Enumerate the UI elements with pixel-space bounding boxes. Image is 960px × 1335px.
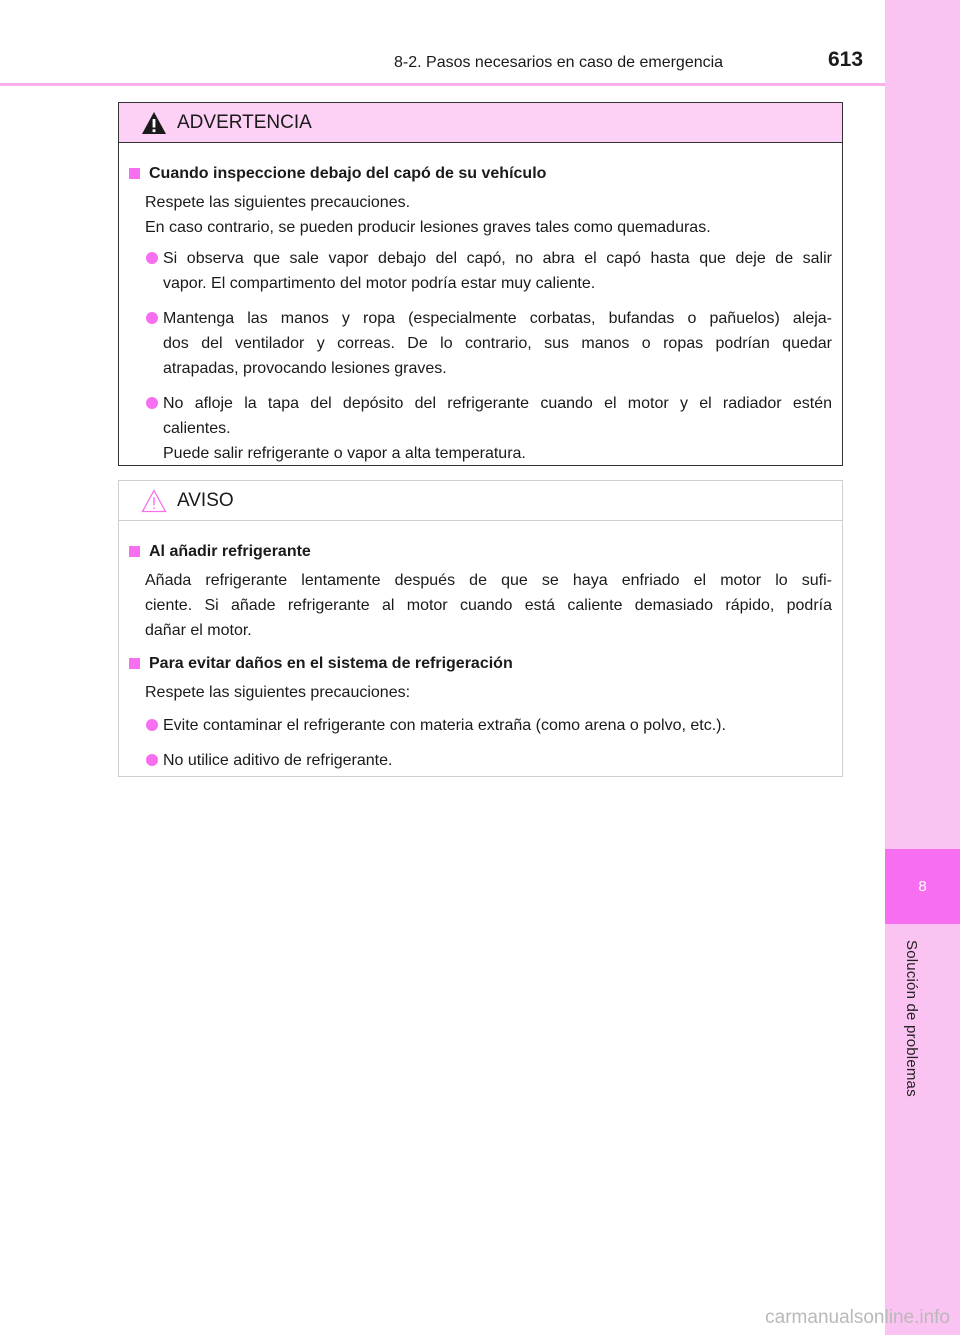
round-bullet-icon	[146, 719, 158, 731]
bullet-line: dos del ventilador y correas. De lo contrario, sus manos o ropas podrían quedar	[163, 335, 832, 352]
round-bullet-icon	[146, 312, 158, 324]
warning-body	[119, 143, 842, 466]
round-bullet-icon	[146, 252, 158, 264]
bullet-line: No utilice aditivo de refrigerante.	[163, 752, 393, 769]
notice-bullet	[127, 748, 832, 773]
paragraph-line: Añada refrigerante lentamente después de que se haya enfriado el motor lo sufi-	[145, 572, 832, 589]
notice-heading	[127, 651, 832, 676]
bullet-line: Mantenga las manos y ropa (especialmente corbatas, bufandas o pañuelos) aleja-	[163, 310, 832, 327]
watermark: carmanualsonline.info	[765, 1307, 950, 1328]
paragraph-line: ciente. Si añade refrigerante al motor cuando está caliente demasiado rápido, podría	[145, 597, 832, 614]
notice-bullet	[127, 713, 832, 738]
warning-heading-text: Cuando inspeccione debajo del capó de su vehículo	[149, 165, 547, 182]
notice-title: AVISO	[177, 489, 234, 511]
notice-heading-text: Al añadir refrigerante	[149, 543, 311, 560]
page-header	[0, 0, 885, 90]
notice-intro: Respete las siguientes precauciones:	[145, 684, 411, 701]
square-bullet-icon	[129, 168, 140, 179]
square-bullet-icon	[129, 546, 140, 557]
bullet-line: No afloje la tapa del depósito del refrigerante cuando el motor y el radiador estén	[163, 395, 832, 412]
warning-bullet	[127, 391, 832, 466]
warning-heading	[127, 161, 832, 186]
chapter-side-tab	[885, 0, 960, 1335]
bullet-line: calientes.	[163, 420, 231, 437]
warning-box	[118, 102, 843, 466]
notice-heading	[127, 539, 832, 564]
notice-body	[119, 521, 842, 773]
warning-triangle-icon	[141, 111, 167, 135]
notice-box	[118, 480, 843, 777]
warning-intro-line: Respete las siguientes precauciones.	[145, 194, 411, 211]
warning-intro-line: En caso contrario, se pueden producir lesiones graves tales como quemaduras.	[145, 219, 711, 236]
chapter-label: Solución de problemas	[903, 940, 920, 1097]
page-number: 613	[828, 48, 864, 71]
header-rule	[0, 83, 885, 86]
square-bullet-icon	[129, 658, 140, 669]
warning-bullet	[127, 306, 832, 381]
bullet-line: Si observa que sale vapor debajo del capó, no abra el capó hasta que deje de salir	[163, 250, 832, 267]
round-bullet-icon	[146, 754, 158, 766]
warning-title: ADVERTENCIA	[177, 111, 312, 133]
bullet-line: atrapadas, provocando lesiones graves.	[163, 360, 447, 377]
bullet-line: Evite contaminar el refrigerante con materia extraña (como arena o polvo, etc.).	[163, 717, 726, 734]
chapter-number: 8	[885, 849, 960, 924]
bullet-line: Puede salir refrigerante o vapor a alta temperatura.	[163, 445, 526, 462]
notice-header	[119, 481, 842, 521]
notice-paragraph	[127, 568, 832, 643]
bullet-line: vapor. El compartimento del motor podría estar muy caliente.	[163, 275, 596, 292]
round-bullet-icon	[146, 397, 158, 409]
warning-header	[119, 103, 842, 143]
section-title: 8-2. Pasos necesarios en caso de emergencia	[394, 54, 724, 71]
paragraph-line: dañar el motor.	[145, 622, 252, 639]
warning-bullet	[127, 246, 832, 296]
notice-heading-text: Para evitar daños en el sistema de refrigeración	[149, 655, 513, 672]
warning-intro	[127, 190, 832, 240]
caution-triangle-icon	[141, 489, 167, 513]
